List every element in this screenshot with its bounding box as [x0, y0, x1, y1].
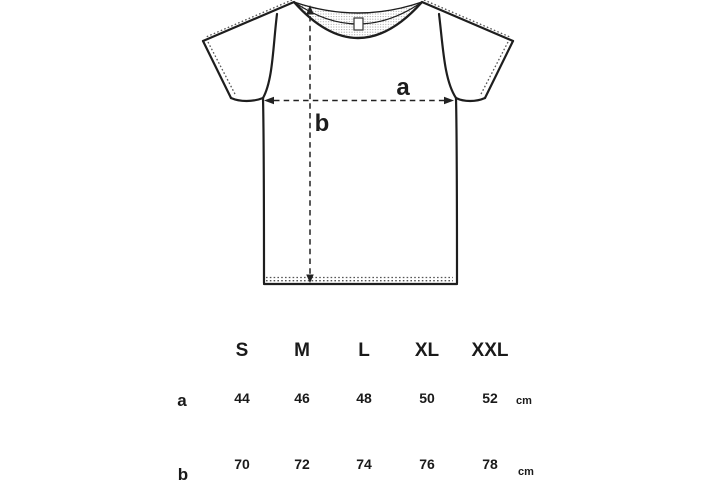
arrow-left-icon — [264, 97, 274, 105]
row-b-value-s: 70 — [234, 456, 250, 472]
collar — [294, 2, 422, 38]
row-b-value-xl: 76 — [419, 456, 435, 472]
row-b-unit: cm — [518, 466, 534, 478]
size-header-s: S — [235, 340, 249, 361]
measure-a-label: a — [396, 74, 410, 101]
size-header-xl: XL — [414, 340, 440, 361]
arrow-down-icon — [306, 275, 314, 284]
measure-b-label: b — [314, 110, 330, 137]
size-header-m: M — [294, 340, 310, 361]
row-a-value-m: 46 — [294, 390, 310, 406]
row-a-value-l: 48 — [356, 390, 372, 406]
stitch-lines — [206, 0, 510, 281]
row-b-value-xxl: 78 — [482, 456, 498, 472]
row-a-value-s: 44 — [234, 390, 250, 406]
tshirt-outline — [203, 2, 513, 284]
arrow-right-icon — [444, 97, 454, 105]
row-a-unit: cm — [516, 395, 532, 407]
measurement-arrows — [264, 5, 454, 283]
row-b-label: b — [177, 465, 189, 484]
row-a-value-xl: 50 — [419, 390, 435, 406]
row-b-value-l: 74 — [356, 456, 372, 472]
measurement-lines — [274, 16, 445, 274]
size-header-xxl: XXL — [471, 340, 509, 361]
row-a-label: a — [177, 391, 187, 410]
row-a-value-xxl: 52 — [482, 390, 498, 406]
neck-label — [354, 18, 363, 30]
size-header-l: L — [358, 340, 370, 361]
row-b-value-m: 72 — [294, 456, 310, 472]
